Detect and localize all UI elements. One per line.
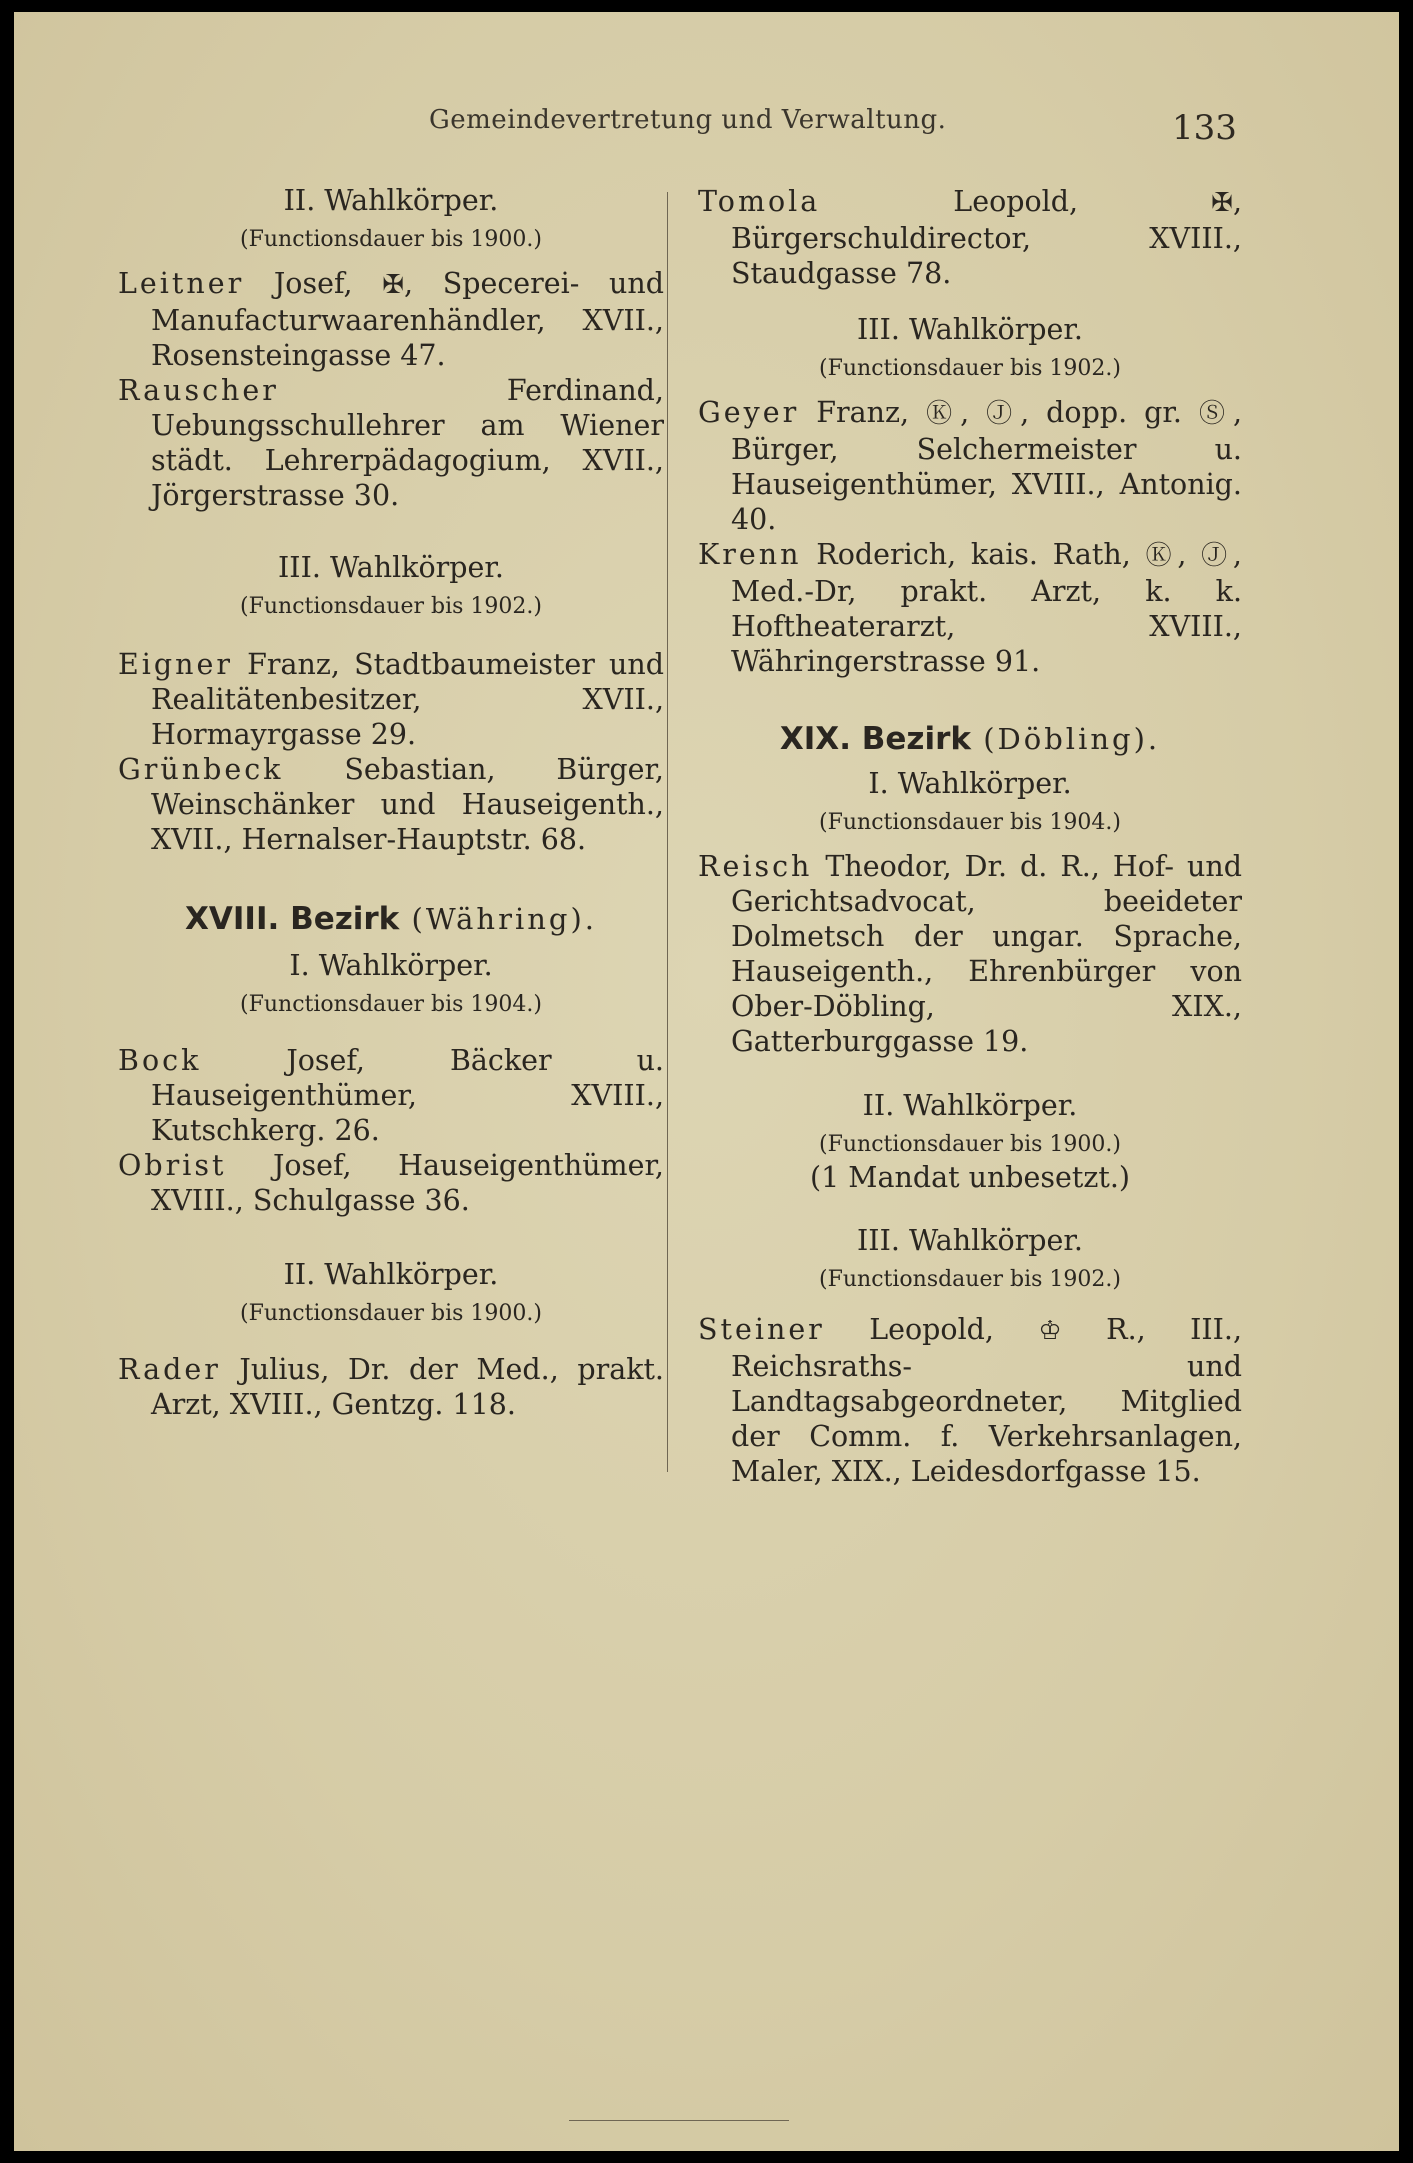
section-heading: II. Wahlkörper. bbox=[283, 184, 499, 217]
order-k-icon: Ⓚ bbox=[926, 399, 961, 429]
entry-steiner: Steiner Leopold, ♔ R., III., Reichsraths- und Landtagsabgeordneter, Mitglied der Comm. f. Verkehrsanlagen, Maler, XIX., Leidesdorfgasse 15. bbox=[698, 1313, 1243, 1488]
left-column bbox=[118, 184, 664, 1422]
bottom-rule bbox=[569, 2120, 789, 2121]
section-heading: I. Wahlkörper. bbox=[289, 949, 493, 982]
section-heading: III. Wahlkörper. bbox=[857, 313, 1083, 346]
term-note: (Functionsdauer bis 1900.) bbox=[819, 1132, 1121, 1157]
section-heading: I. Wahlkörper. bbox=[868, 767, 1072, 800]
entry-eigner: Eigner Franz, Stadtbaumeister und Realitätenbesitzer, XVII., Hormayrgasse 29. bbox=[118, 648, 664, 751]
entry-list bbox=[118, 647, 664, 857]
section-heading: II. Wahlkörper. bbox=[862, 1089, 1078, 1122]
order-k-icon: Ⓚ bbox=[1145, 541, 1178, 571]
entry-list bbox=[698, 849, 1242, 1059]
entry-krenn: Krenn Roderich, kais. Rath, Ⓚ, Ⓙ, Med.-Dr, prakt. Arzt, k. k. Hoftheaterarzt, XVIII., Währingerstrasse 91. bbox=[698, 538, 1242, 678]
entry-list bbox=[698, 184, 1242, 291]
term-note: (Functionsdauer bis 1902.) bbox=[819, 356, 1121, 381]
entry-list bbox=[118, 266, 664, 513]
section-heading: II. Wahlkörper. bbox=[283, 1258, 499, 1291]
entry-list bbox=[118, 1043, 664, 1218]
term-note: (Functionsdauer bis 1902.) bbox=[819, 1267, 1121, 1292]
cross-icon: ✠ bbox=[1211, 188, 1233, 218]
term-note: (Functionsdauer bis 1904.) bbox=[819, 810, 1121, 835]
vacancy-note: (1 Mandat unbesetzt.) bbox=[810, 1161, 1130, 1194]
page-number: 133 bbox=[1172, 108, 1237, 148]
term-note: (Functionsdauer bis 1900.) bbox=[240, 1301, 542, 1326]
entry-reisch: Reisch Theodor, Dr. d. R., Hof- und Gerichtsadvocat, beeideter Dolmetsch der ungar. Sprache, Hauseigenth., Ehrenbürger von Ober-Döbling, XIX., Gatterburggasse 19. bbox=[698, 850, 1242, 1058]
term-note: (Functionsdauer bis 1900.) bbox=[240, 227, 542, 252]
column-divider bbox=[667, 192, 668, 1472]
entry-geyer: Geyer Franz, Ⓚ, Ⓙ, dopp. gr. Ⓢ, Bürger, Selchermeister u. Hauseigenthümer, XVIII., Antonig. 40. bbox=[698, 396, 1242, 536]
entry-obrist: Obrist Josef, Hauseigenthümer, XVIII., Schulgasse 36. bbox=[118, 1149, 664, 1217]
district-heading: XVIII. Bezirk (Währing). bbox=[185, 901, 597, 937]
entry-gruenbeck: Grünbeck Sebastian, Bürger, Weinschänker und Hauseigenth., XVII., Hernalser-Hauptstr. 68. bbox=[118, 753, 664, 856]
crown-icon: ♔ bbox=[1038, 1316, 1062, 1346]
running-head: Gemeindevertretung und Verwaltung. bbox=[429, 105, 947, 135]
order-j-icon: Ⓙ bbox=[986, 399, 1021, 429]
district-heading: XIX. Bezirk (Döbling). bbox=[779, 721, 1161, 757]
entry-list bbox=[698, 395, 1242, 679]
term-note: (Functionsdauer bis 1904.) bbox=[240, 992, 542, 1017]
right-column bbox=[698, 184, 1242, 1489]
entry-leitner: Leitner Josef, ✠, Specerei- und Manufacturwaarenhändler, XVII., Rosensteingasse 47. bbox=[118, 267, 664, 372]
section-heading: III. Wahlkörper. bbox=[278, 551, 504, 584]
order-s-icon: Ⓢ bbox=[1198, 399, 1233, 429]
section-heading: III. Wahlkörper. bbox=[857, 1224, 1083, 1257]
page bbox=[14, 12, 1399, 2151]
order-j-icon: Ⓙ bbox=[1201, 541, 1233, 571]
entry-rader: Rader Julius, Dr. der Med., prakt. Arzt, XVIII., Gentzg. 118. bbox=[118, 1353, 664, 1421]
entry-rauscher: Rauscher Ferdinand, Uebungsschullehrer am Wiener städt. Lehrerpädagogium, XVII., Jörgerstrasse 30. bbox=[118, 374, 664, 512]
entry-tomola: Tomola Leopold, ✠, Bürgerschuldirector, XVIII., Staudgasse 78. bbox=[698, 185, 1242, 290]
entry-list bbox=[118, 1352, 664, 1422]
term-note: (Functionsdauer bis 1902.) bbox=[240, 594, 542, 619]
entry-bock: Bock Josef, Bäcker u. Hauseigenthümer, XVIII., Kutschkerg. 26. bbox=[118, 1044, 664, 1147]
entry-list bbox=[698, 1312, 1242, 1489]
cross-icon: ✠ bbox=[382, 270, 404, 300]
